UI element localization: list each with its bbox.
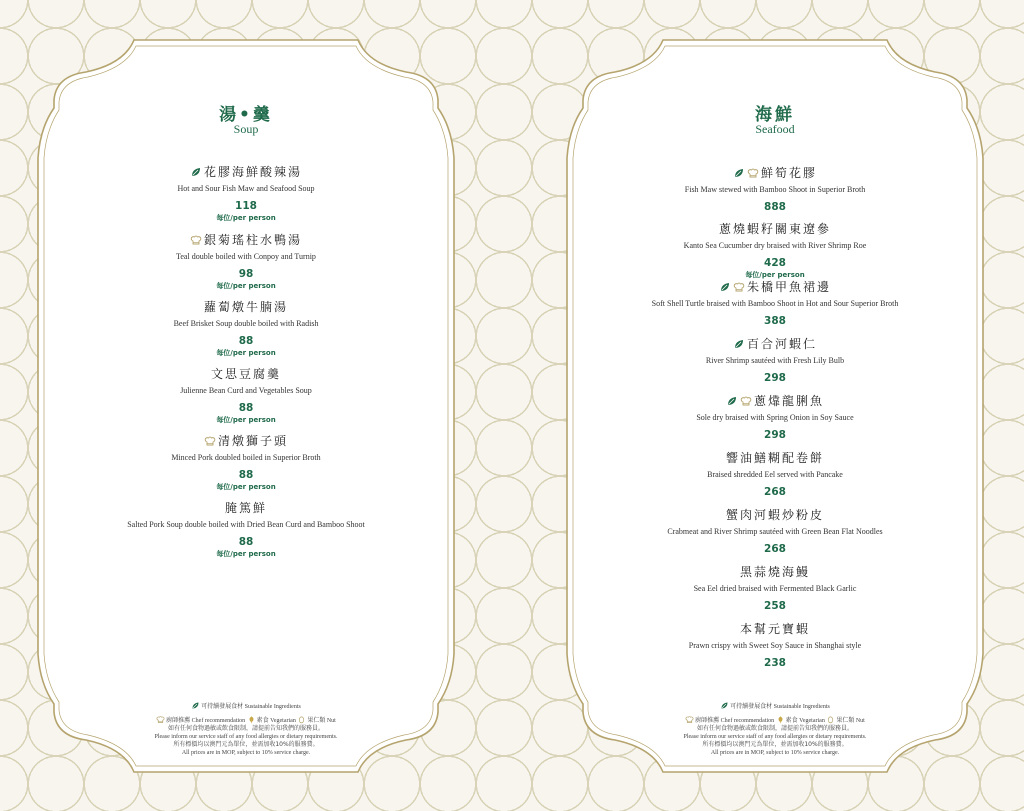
footer-note-price-zh: 所有標價均以澳門元為單位，並需加收10%的服務費。 (173, 741, 319, 748)
dish-price: 298 (764, 429, 786, 441)
dish-name-zh-line (563, 564, 987, 580)
menu-item (34, 366, 458, 425)
menu-page-soup (34, 38, 458, 774)
menu-footer (34, 701, 458, 757)
dish-name-zh-line (563, 336, 987, 352)
legend-chef-zh: 廚師推薦 (695, 717, 720, 724)
leaf-icon (719, 281, 731, 293)
leaf-icon (190, 166, 202, 178)
dish-name-en: Sea Eel dried braised with Fermented Black Garlic (693, 584, 857, 593)
dish-name-zh: 銀菊瑤柱水鴨湯 (203, 233, 302, 247)
dish-name-zh-line (563, 279, 987, 295)
menu-item (563, 621, 987, 670)
legend-icons (563, 715, 987, 725)
footer-note-allergy-en: Please inform our service staff of any food allergies or dietary requirements. (683, 734, 867, 740)
dish-name-en: Prawn crispy with Sweet Soy Sauce in Shanghai style (688, 641, 862, 650)
dish-name-zh-line (34, 433, 458, 449)
section-title-en: Seafood (755, 122, 795, 136)
chef-hat-icon (740, 395, 752, 407)
dish-name-zh: 清燉獅子頭 (217, 434, 288, 448)
menu-item (563, 165, 987, 214)
veg-icon (247, 715, 256, 724)
price-unit: 每位/per person (216, 349, 276, 357)
dish-name-zh-line (563, 621, 987, 637)
legend-sustainable-text: 可持續發展食材 Sustainable Ingredients (730, 704, 830, 710)
footer-note-allergy-zh: 如有任何食物過敏或飲食限制，請提前告知我們的服務員。 (696, 725, 853, 732)
dish-price: 268 (764, 486, 786, 498)
menu-item (563, 336, 987, 385)
dish-price: 98 (238, 268, 254, 280)
dish-price: 888 (764, 201, 786, 213)
legend-veg-zh: 素食 (785, 717, 798, 724)
dish-name-zh: 蟹肉河蝦炒粉皮 (725, 508, 824, 522)
price-unit: 每位/per person (216, 483, 276, 491)
dish-name-en: Julienne Bean Curd and Vegetables Soup (180, 386, 312, 395)
dish-name-en: Sole dry braised with Spring Onion in Soy Sauce (696, 413, 854, 422)
price-unit: 每位/per person (216, 214, 276, 222)
legend-icons (34, 715, 458, 725)
chef-hat-icon (204, 435, 216, 447)
section-title-zh: 海鮮 (755, 105, 795, 125)
menu-item (563, 564, 987, 613)
chef-hat-icon (156, 715, 165, 724)
menu-item (34, 500, 458, 559)
legend-veg-zh: 素食 (256, 717, 269, 724)
dish-name-en: Salted Pork Soup double boiled with Dried Bean Curd and Bamboo Shoot (127, 520, 365, 529)
footer-note-allergy-zh: 如有任何食物過敏或飲食限制，請提前告知我們的服務員。 (167, 725, 324, 732)
legend-sustainable (34, 701, 458, 711)
dish-name-zh-line (34, 299, 458, 315)
dish-name-zh: 朱橋甲魚裙邊 (746, 280, 831, 294)
dish-name-zh: 蔥㸆龍脷魚 (753, 394, 824, 408)
dish-price: 88 (238, 335, 254, 347)
price-unit: 每位/per person (216, 282, 276, 290)
legend-nut-zh: 果仁類 (307, 717, 326, 724)
dish-name-en: Teal double boiled with Conpoy and Turnip (176, 252, 316, 261)
menu-item (563, 279, 987, 328)
dish-price: 298 (764, 372, 786, 384)
footer-note-price-en: All prices are in MOP, subject to 10% service charge. (181, 750, 311, 756)
dish-name-zh-line (34, 164, 458, 180)
dish-name-zh: 蘿蔔燉牛腩湯 (203, 300, 288, 314)
dish-name-zh-line (563, 165, 987, 181)
menu-item (563, 450, 987, 499)
dish-name-zh-line (563, 393, 987, 409)
menu-page-seafood (563, 38, 987, 774)
dish-name-en: Braised shredded Eel served with Pancake (707, 470, 843, 479)
veg-icon (776, 715, 785, 724)
leaf-icon (733, 338, 745, 350)
dish-price: 88 (238, 469, 254, 481)
legend-sustainable-text: 可持續發展食材 Sustainable Ingredients (201, 704, 301, 710)
chef-hat-icon (733, 281, 745, 293)
menu-item (563, 221, 987, 280)
dish-name-zh-line (563, 221, 987, 237)
dish-name-zh: 響油鱔糊配卷餅 (725, 451, 824, 465)
menu-item (34, 164, 458, 223)
dish-name-zh: 本幫元寶蝦 (739, 622, 810, 636)
legend-nut-en: Nut (855, 718, 865, 724)
dish-name-en: Soft Shell Turtle braised with Bamboo Shoot in Hot and Sour Superior Broth (651, 299, 899, 308)
dish-price: 238 (764, 657, 786, 669)
menu-item (34, 433, 458, 492)
price-unit: 每位/per person (745, 271, 805, 279)
chef-hat-icon (685, 715, 694, 724)
leaf-icon (191, 701, 200, 710)
dish-name-zh: 百合河蝦仁 (746, 337, 817, 351)
menu-footer (563, 701, 987, 757)
dish-name-zh-line (34, 366, 458, 382)
legend-veg-en: Vegetarian (799, 718, 825, 724)
price-unit: 每位/per person (216, 416, 276, 424)
dish-price: 268 (764, 543, 786, 555)
legend-nut-zh: 果仁類 (836, 717, 855, 724)
menu-item (563, 507, 987, 556)
dish-name-zh: 黑蒜燒海鰻 (739, 565, 810, 579)
chef-hat-icon (190, 234, 202, 246)
leaf-icon (720, 701, 729, 710)
menu-item (563, 393, 987, 442)
dish-name-zh: 花膠海鮮酸辣湯 (203, 165, 302, 179)
dish-price: 388 (764, 315, 786, 327)
dish-name-en: Crabmeat and River Shrimp sautéed with Green Bean Flat Noodles (667, 527, 883, 536)
dish-name-en: Fish Maw stewed with Bamboo Shoot in Superior Broth (684, 185, 866, 194)
section-title-en: Soup (233, 122, 259, 136)
chef-hat-icon (747, 167, 759, 179)
dish-name-en: River Shrimp sautéed with Fresh Lily Bulb (705, 356, 845, 365)
dish-name-zh-line (34, 232, 458, 248)
legend-nut-en: Nut (326, 718, 336, 724)
legend-veg-en: Vegetarian (270, 718, 296, 724)
dish-price: 428 (764, 257, 786, 269)
footer-note-price-zh: 所有標價均以澳門元為單位，並需加收10%的服務費。 (702, 741, 848, 748)
dish-name-en: Kanto Sea Cucumber dry braised with River Shrimp Roe (683, 241, 867, 250)
dish-price: 118 (235, 200, 257, 212)
nut-icon (826, 715, 835, 724)
section-title-zh: 湯•羹 (219, 105, 273, 125)
legend-chef-en: Chef recommendation (720, 718, 775, 724)
dish-name-en: Minced Pork doubled boiled in Superior Broth (171, 453, 321, 462)
legend-sustainable (563, 701, 987, 711)
dish-name-zh: 鮮筍花膠 (760, 166, 817, 180)
dish-price: 258 (764, 600, 786, 612)
dish-price: 88 (238, 536, 254, 548)
price-unit: 每位/per person (216, 550, 276, 558)
dish-name-zh-line (563, 507, 987, 523)
menu-item (34, 232, 458, 291)
dish-name-en: Beef Brisket Soup double boiled with Radish (173, 319, 319, 328)
leaf-icon (733, 167, 745, 179)
dish-name-zh-line (563, 450, 987, 466)
dish-name-zh-line (34, 500, 458, 516)
nut-icon (297, 715, 306, 724)
dish-name-zh: 腌篤鮮 (224, 501, 267, 515)
footer-note-price-en: All prices are in MOP, subject to 10% service charge. (710, 750, 840, 756)
dish-name-en: Hot and Sour Fish Maw and Seafood Soup (177, 184, 315, 193)
dish-price: 88 (238, 402, 254, 414)
dish-name-zh: 蔥燒蝦籽關東遼參 (718, 222, 831, 236)
footer-note-allergy-en: Please inform our service staff of any food allergies or dietary requirements. (154, 734, 338, 740)
leaf-icon (726, 395, 738, 407)
dish-name-zh: 文思豆腐羹 (210, 367, 281, 381)
legend-chef-zh: 廚師推薦 (166, 717, 191, 724)
legend-chef-en: Chef recommendation (191, 718, 246, 724)
menu-item (34, 299, 458, 358)
